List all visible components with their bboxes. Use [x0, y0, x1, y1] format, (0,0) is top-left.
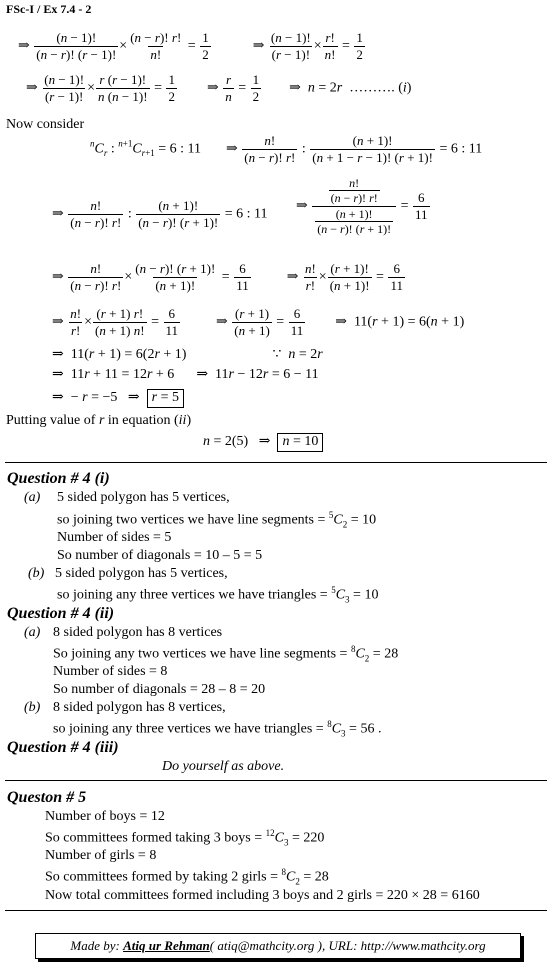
q4i-title: Question # 4 (i): [7, 470, 110, 487]
q4ii-a-line4: So number of diagonals = 28 – 8 = 20: [53, 682, 266, 697]
equation-row-7: ⇒ 11(r + 1) = 6(2r + 1) ∵ n = 2r: [52, 347, 323, 362]
footer-credit: [35, 933, 521, 959]
q4i-a-line4: So number of diagonals = 10 – 5 = 5: [57, 548, 263, 563]
equation-row-4a: ⇒ $\frac{n!}{(n - r)! r!}$ : $\frac{(n + 1)!}{(n - r)! (r + 1)!}$ = 6 : 11: [52, 198, 268, 230]
q4i-b-line1: 5 sided polygon has 5 vertices,: [55, 566, 228, 581]
answer-n-box: n = 10: [277, 433, 323, 452]
q5-title: Queston # 5: [7, 789, 87, 806]
q4i-a-line2: so joining two vertices we have line segments = $^5C_2 = 10$: [57, 510, 377, 530]
equation-row-5: ⇒ $\frac{n!}{(n - r)! r!}$ × $\frac{(n - r)! (r + 1)!}{(n + 1)!}$ = $\frac{6}{11}$ ⇒ $\frac{n!}{r!}$ × $\frac{(r + 1)!}{(n + 1)!}$ = $\frac{6}{11}$: [52, 261, 403, 293]
q4i-a-line3: Number of sides = 5: [57, 530, 172, 545]
answer-r-box: r = 5: [147, 389, 184, 408]
equation-row-1: ⇒ $\frac{(n - 1)!}{(n - r)! (r - 1)!}$ × $\frac{(n - r)! r!}{n!}$ = $\frac{1}{2}$ ⇒ $\frac{(n - 1)!}{(r - 1)!}$ × $\frac{r!}{n!}$ = $\frac{1}{2}$: [18, 30, 363, 62]
q4ii-a-label: (a): [24, 625, 41, 640]
q5-line4: So committees formed by taking 2 girls = $^8C_2 = 28$: [45, 867, 329, 887]
q4ii-b-label: (b): [24, 700, 41, 715]
equation-row-2: ⇒ $\frac{(n - 1)!}{(r - 1)!}$ × $\frac{r (r - 1)!}{n (n - 1)!}$ = $\frac{1}{2}$ ⇒ $\frac{r}{n}$ = $\frac{1}{2}$ ⇒ n = 2r ………. (i): [26, 72, 412, 104]
divider-1: [5, 462, 547, 463]
equation-row-9: ⇒ − r = −5 ⇒ r = 5: [52, 389, 184, 408]
footer-author: Atiq ur Rehman: [123, 938, 210, 953]
q5-line2: So committees formed taking 3 boys = $^{12}C_3 = 220$: [45, 828, 325, 848]
now-consider-text: Now consider: [6, 117, 85, 132]
footer-made-by: Made by:: [70, 938, 120, 953]
equation-row-10: n = 2(5) ⇒ n = 10: [203, 433, 323, 452]
q4i-b-label: (b): [28, 566, 45, 581]
equation-row-6: ⇒ $\frac{n!}{r!}$ × $\frac{(r + 1) r!}{(n + 1) n!}$ = $\frac{6}{11}$ ⇒ $\frac{(r + 1)}{(n + 1)}$ = $\frac{6}{11}$ ⇒ 11(r + 1) = 6(n + 1): [52, 306, 465, 338]
footer-contact: ( atiq@mathcity.org ), URL: http://www.mathcity.org: [209, 938, 486, 953]
q4ii-b-line2: so joining any three vertices we have triangles = $^8C_3 = 56$ .: [53, 719, 382, 739]
equation-row-4b: ⇒ $\frac{\frac{n!}{(n - r)! r!}}{\frac{(n + 1)!}{(n - r)! (r + 1)!}}$ = $\frac{6}{11}$: [296, 176, 428, 237]
q4iii-title: Question # 4 (iii): [7, 739, 119, 756]
page-header: FSc-I / Ex 7.4 - 2: [6, 2, 92, 16]
q5-line5: Now total committees formed including 3 boys and 2 girls = 220 × 28 = 6160: [45, 888, 480, 903]
q4ii-a-line3: Number of sides = 8: [53, 664, 168, 679]
q5-line3: Number of girls = 8: [45, 848, 157, 863]
putting-value-text: Putting value of r in equation (ii): [6, 413, 192, 428]
divider-2: [5, 780, 547, 781]
equation-row-8: ⇒ 11r + 11 = 12r + 6 ⇒ 11r − 12r = 6 − 11: [52, 367, 319, 382]
q4i-b-line2: so joining any three vertices we have triangles = $^5C_3 = 10$: [57, 585, 379, 605]
q4iii-text: Do yourself as above.: [162, 759, 285, 774]
q4ii-a-line1: 8 sided polygon has 8 vertices: [53, 625, 223, 640]
q5-line1: Number of boys = 12: [45, 809, 165, 824]
equation-row-3: $^nC_r$ : $^{n+1}C_{r+1} = 6$ : 11 ⇒ $\frac{n!}{(n - r)! r!}$ : $\frac{(n + 1)!}{(n + 1 - r - 1)! (r + 1)!}$ = 6 : 11: [90, 133, 483, 165]
q4i-a-label: (a): [24, 490, 41, 505]
divider-3: [5, 910, 547, 911]
q4i-a-line1: 5 sided polygon has 5 vertices,: [57, 490, 230, 505]
q4ii-b-line1: 8 sided polygon has 8 vertices,: [53, 700, 226, 715]
q4ii-a-line2: So joining any two vertices we have line segments = $^8C_2 = 28$: [53, 644, 399, 664]
q4ii-title: Question # 4 (ii): [7, 605, 115, 622]
